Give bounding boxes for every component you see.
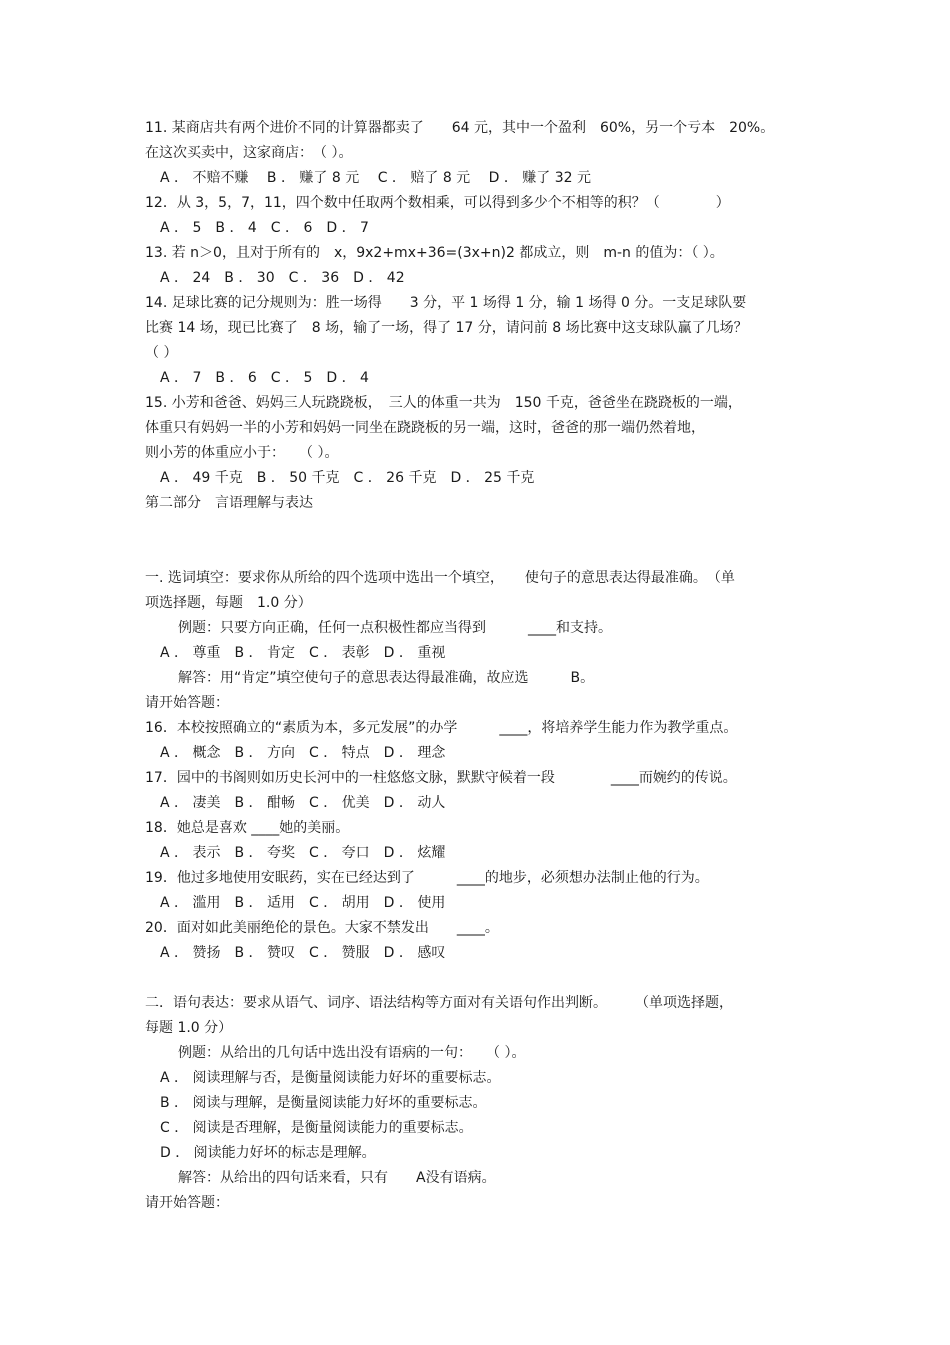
question-12: 12．从 3，5，7，11，四个数中任取两个数相乘，可以得到多少个不相等的积？（ ）: [145, 195, 730, 211]
question-14-line-2: 比赛 14 场，现已比赛了 8 场，输了一场，得了 17 分，请问前 8 场比赛中这支球队赢了几场？: [145, 320, 748, 336]
question-18: 18．她总是喜欢 ____她的美丽。: [145, 820, 350, 836]
question-14-options: A ． 7 B ． 6 C ． 5 D ． 4: [160, 370, 369, 386]
question-18-options: A ． 表示 B ． 夸奖 C ． 夸口 D ． 炫耀: [160, 845, 446, 861]
example-2-option-b: B ． 阅读与理解，是衡量阅读能力好坏的重要标志。: [160, 1095, 487, 1111]
example-2-option-a: A ． 阅读理解与否，是衡量阅读能力好坏的重要标志。: [160, 1070, 501, 1086]
example-1-options: A ． 尊重 B ． 肯定 C ． 表彰 D ． 重视: [160, 645, 446, 661]
question-15-line-3: 则小芳的体重应小于： （ ）。: [145, 445, 339, 461]
question-11-line-1: 11. 某商店共有两个进价不同的计算器都卖了 64 元，其中一个盈利 60%，另一个亏本 20%。: [145, 120, 775, 136]
question-15-line-2: 体重只有妈妈一半的小芳和妈妈一同坐在跷跷板的另一端，这时，爸爸的那一端仍然着地，: [145, 420, 705, 436]
question-13-options: A ． 24 B ． 30 C ． 36 D ． 42: [160, 270, 405, 286]
example-2-question: 例题：从给出的几句话中选出没有语病的一句： （ ）。: [178, 1045, 526, 1061]
example-2-option-d: D ． 阅读能力好坏的标志是理解。: [160, 1145, 376, 1161]
section-heading: 第二部分 言语理解与表达: [145, 495, 313, 511]
question-17-options: A ． 凄美 B ． 酣畅 C ． 优美 D ． 动人: [160, 795, 446, 811]
start-prompt-2: 请开始答题：: [145, 1195, 229, 1211]
question-19: 19．他过多地使用安眠药，实在已经达到了 ____的地步，必须想办法制止他的行为。: [145, 870, 709, 886]
part-2-instructions-line-1: 二．语句表达：要求从语气、词序、语法结构等方面对有关语句作出判断。 （单项选择题，: [145, 995, 733, 1011]
question-16-options: A ． 概念 B ． 方向 C ． 特点 D ． 理念: [160, 745, 446, 761]
question-20: 20．面对如此美丽绝伦的景色。大家不禁发出 ____。: [145, 920, 499, 936]
question-17: 17．园中的书阁则如历史长河中的一柱悠悠文脉，默默守候着一段 ____而婉约的传说。: [145, 770, 737, 786]
question-11-options: A ． 不赔不赚 B ． 赚了 8 元 C ． 赔了 8 元 D ． 赚了 32 元: [160, 170, 592, 186]
example-2-answer: 解答：从给出的四句话来看，只有 A没有语病。: [178, 1170, 496, 1186]
question-20-options: A ． 赞扬 B ． 赞叹 C ． 赞服 D ． 感叹: [160, 945, 446, 961]
question-12-options: A ． 5 B ． 4 C ． 6 D ． 7: [160, 220, 369, 236]
question-15-line-1: 15. 小芳和爸爸、妈妈三人玩跷跷板， 三人的体重一共为 150 千克，爸爸坐在跷跷板的一端，: [145, 395, 742, 411]
start-prompt-1: 请开始答题：: [145, 695, 229, 711]
part-1-instructions-line-1: 一. 选词填空：要求你从所给的四个选项中选出一个填空， 使句子的意思表达得最准确。 （单: [145, 570, 735, 586]
question-19-options: A ． 滥用 B ． 适用 C ． 胡用 D ． 使用: [160, 895, 446, 911]
question-16: 16．本校按照确立的“素质为本，多元发展”的办学 ____，将培养学生能力作为教学重点。: [145, 720, 738, 736]
example-1-question: 例题：只要方向正确，任何一点积极性都应当得到 ____和支持。: [178, 620, 612, 636]
question-15-options: A ． 49 千克 B ． 50 千克 C ． 26 千克 D ． 25 千克: [160, 470, 535, 486]
part-1-instructions-line-2: 项选择题，每题 1.0 分）: [145, 595, 312, 611]
question-14-line-1: 14. 足球比赛的记分规则为：胜一场得 3 分，平 1 场得 1 分，输 1 场得 0 分。一支足球队要: [145, 295, 747, 311]
example-2-option-c: C ． 阅读是否理解，是衡量阅读能力的重要标志。: [160, 1120, 473, 1136]
part-2-instructions-line-2: 每题 1.0 分）: [145, 1020, 233, 1036]
example-1-answer: 解答：用“肯定”填空使句子的意思表达得最准确，故应选 B。: [178, 670, 595, 686]
question-11-line-2: 在这次买卖中，这家商店： （ ）。: [145, 145, 353, 161]
question-13: 13. 若 n＞0，且对于所有的 x，9x2+mx+36=(3x+n)2 都成立，则 m-n 的值为：（ ）。: [145, 245, 724, 261]
question-14-line-3: （ ）: [145, 345, 178, 361]
